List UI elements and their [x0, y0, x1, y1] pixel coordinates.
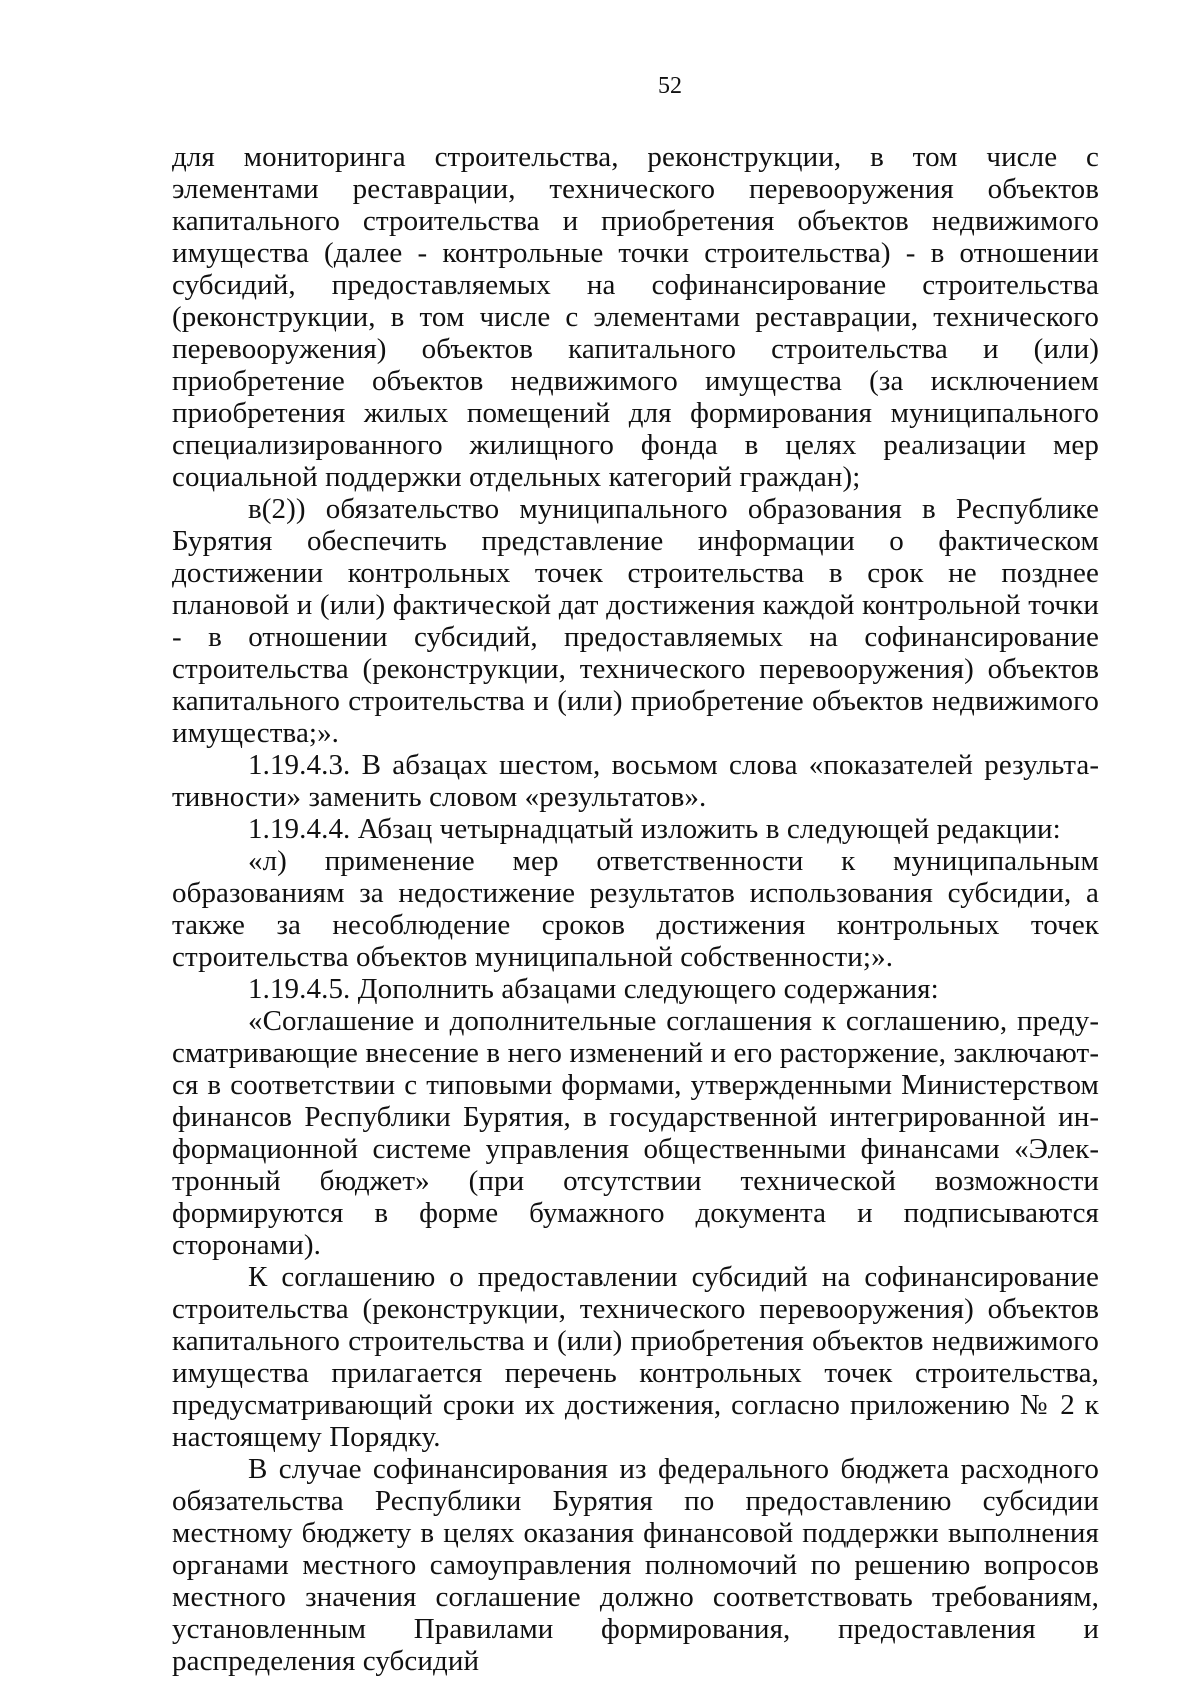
paragraph: для мониторинга строительства, реконструкции, в том числе с элементами реставрации, технического перевооружения объектов капитального строительства и приобретения объектов недвижимого имущества (далее - контрольные точки строительства) - в отношении субсидий, предоставляемых на софинансирование строительства (реконструкции, в том числе с элементами реставрации, технического перевооружения) объектов капитального строительства и (или) приобретение объектов недвижимого имущества (за исключением приобретения жилых помещений для формирования муниципального специализированного жилищного фонда в целях реализации мер социальной поддержки отдельных категорий граждан); — [172, 141, 1099, 493]
paragraph: в(2)) обязательство муниципального образования в Республике Бурятия обеспечить представление информации о фактическом достижении контрольных точек строительства в срок не позднее плановой и (или) фактической дат достижения каждой контрольной точки - в отношении субсидий, предоставляемых на софинансирование строительства (реконструкции, технического перевооружения) объектов капитального строительства и (или) приобретение объектов недвижимого имущества;». — [172, 493, 1099, 749]
paragraph: 1.19.4.5. Дополнить абзацами следующего содержания: — [248, 973, 939, 1005]
document-body — [172, 141, 1099, 1677]
page-number: 52 — [658, 73, 682, 99]
paragraph: 1.19.4.3. В абзацах шестом, восьмом слова «показателей результативности» заменить словом «результатов». — [172, 749, 1099, 813]
paragraph: К соглашению о предоставлении субсидий на софинансирование строительства (реконструкции, технического перевооружения) объектов капитального строительства и (или) приобретения объектов недвижимого имущества прилагается перечень контрольных точек строительства, предусматривающий сроки их достижения, согласно приложению № 2 к настоящему Порядку. — [172, 1261, 1099, 1453]
paragraph: «л) применение мер ответственности к муниципальным образованиям за недостижение результатов использования субсидии, а также за несоблюдение сроков достижения контрольных точек строительства объектов муниципальной собственности;». — [172, 845, 1099, 973]
paragraph: В случае софинансирования из федерального бюджета расходного обязательства Республики Бурятия по предоставлению субсидии местному бюджету в целях оказания финансовой поддержки выполнения органами местного самоуправления полномочий по решению вопросов местного значения соглашение должно соответствовать требованиям, установленным Правилами формирования, предоставления и распределения субсидий — [172, 1453, 1099, 1677]
paragraph: «Соглашение и дополнительные соглашения к соглашению, предусматривающие внесение в него изменений и его расторжение, заключаются в соответствии с типовыми формами, утвержденными Министерством финансов Республики Бурятия, в государственной интегрированной информационной системе управления общественными финансами «Электронный бюджет» (при отсутствии технической возможности формируются в форме бумажного документа и подписываются сторонами). — [172, 1005, 1099, 1261]
paragraph: 1.19.4.4. Абзац четырнадцатый изложить в следующей редакции: — [248, 813, 1061, 845]
